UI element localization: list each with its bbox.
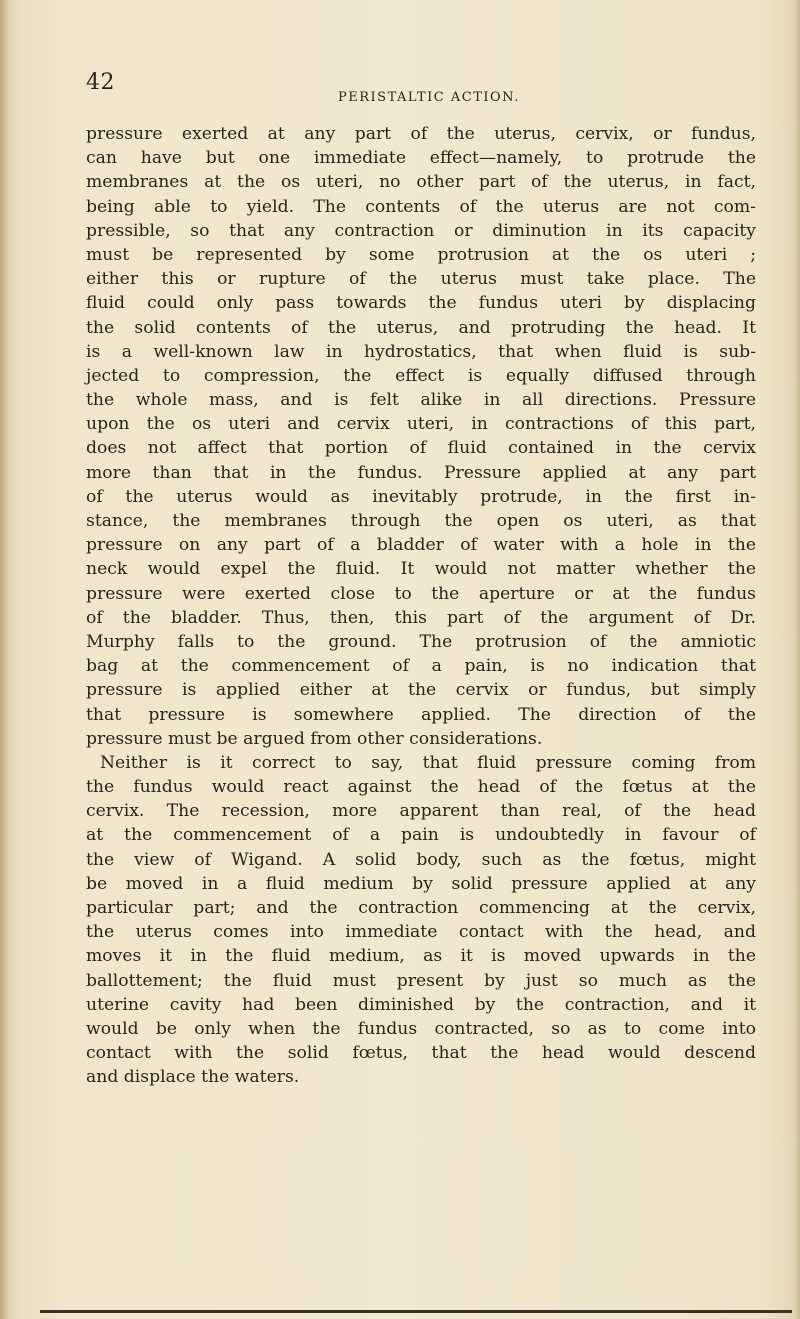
text-line: ballottement; the fluid must present by just so much as the (86, 970, 756, 991)
text-line: uterine cavity had been diminished by the contraction, and it (86, 994, 756, 1015)
text-line: moves it in the fluid medium, as it is moved upwards in the (86, 946, 756, 967)
text-line: upon the os uteri and cervix uteri, in contractions of this part, (86, 414, 756, 435)
text-line: pressure on any part of a bladder of water with a hole in the (86, 535, 756, 556)
text-line: pressure is applied either at the cervix or fundus, but simply (86, 680, 756, 701)
text-line: pressible, so that any contraction or diminution in its capacity (86, 220, 756, 241)
page-gutter-shadow (0, 0, 10, 1319)
text-line: can have but one immediate effect—namely, to protrude the (86, 148, 756, 169)
page-edge-shadow (794, 0, 800, 1319)
text-line: stance, the membranes through the open os uteri, as that (86, 511, 756, 531)
text-line: particular part; and the contraction commencing at the cervix, (86, 898, 756, 918)
text-line: being able to yield. The contents of the uterus are not com- (86, 196, 756, 217)
running-head: PERISTALTIC ACTION. (338, 90, 520, 105)
text-line: the view of Wigand. A solid body, such as the fœtus, might (86, 849, 756, 870)
text-line: at the commencement of a pain is undoubtedly in favour of (86, 825, 756, 846)
text-line: bag at the commencement of a pain, is no indication that (86, 656, 756, 677)
text-line: either this or rupture of the uterus must take place. The (86, 269, 756, 290)
text-line: pressure exerted at any part of the uterus, cervix, or fundus, (86, 124, 756, 144)
text-line: must be represented by some protrusion at the os uteri ; (86, 244, 756, 265)
text-line: is a well-known law in hydrostatics, that when fluid is sub- (86, 341, 756, 362)
text-line-paragraph-start: Neither is it correct to say, that fluid pressure coming from (100, 752, 756, 773)
text-line: does not affect that portion of fluid contained in the cervix (86, 438, 756, 459)
text-line: be moved in a fluid medium by solid pressure applied at any (86, 873, 756, 894)
text-line: more than that in the fundus. Pressure applied at any part (86, 462, 756, 483)
text-line: of the bladder. Thus, then, this part of the argument of Dr. (86, 607, 756, 628)
bottom-rule (40, 1310, 792, 1313)
text-line: contact with the solid fœtus, that the head would descend (86, 1043, 756, 1064)
text-line: Murphy falls to the ground. The protrusion of the amniotic (86, 631, 756, 652)
text-line: the fundus would react against the head of the fœtus at the (86, 777, 756, 798)
text-line: membranes at the os uteri, no other part of the uterus, in fact, (86, 172, 756, 193)
text-line: that pressure is somewhere applied. The direction of the (86, 704, 756, 725)
text-line: the solid contents of the uterus, and protruding the head. It (86, 317, 756, 338)
text-line: pressure were exerted close to the aperture or at the fundus (86, 583, 756, 604)
text-line-paragraph-end: pressure must be argued from other considerations. (86, 728, 543, 749)
page-number: 42 (86, 70, 115, 95)
text-line: neck would expel the fluid. It would not matter whether the (86, 559, 756, 580)
text-line-paragraph-end: and displace the waters. (86, 1067, 300, 1088)
text-line: jected to compression, the effect is equally diffused through (86, 365, 756, 386)
text-line: the whole mass, and is felt alike in all directions. Pressure (86, 390, 756, 411)
body-text (86, 122, 756, 1090)
text-line: the uterus comes into immediate contact with the head, and (86, 922, 756, 943)
text-line: of the uterus would as inevitably protrude, in the first in- (86, 486, 756, 507)
text-line: cervix. The recession, more apparent than real, of the head (86, 801, 756, 822)
text-line: would be only when the fundus contracted, so as to come into (86, 1018, 756, 1039)
text-line: fluid could only pass towards the fundus uteri by displacing (86, 293, 756, 314)
